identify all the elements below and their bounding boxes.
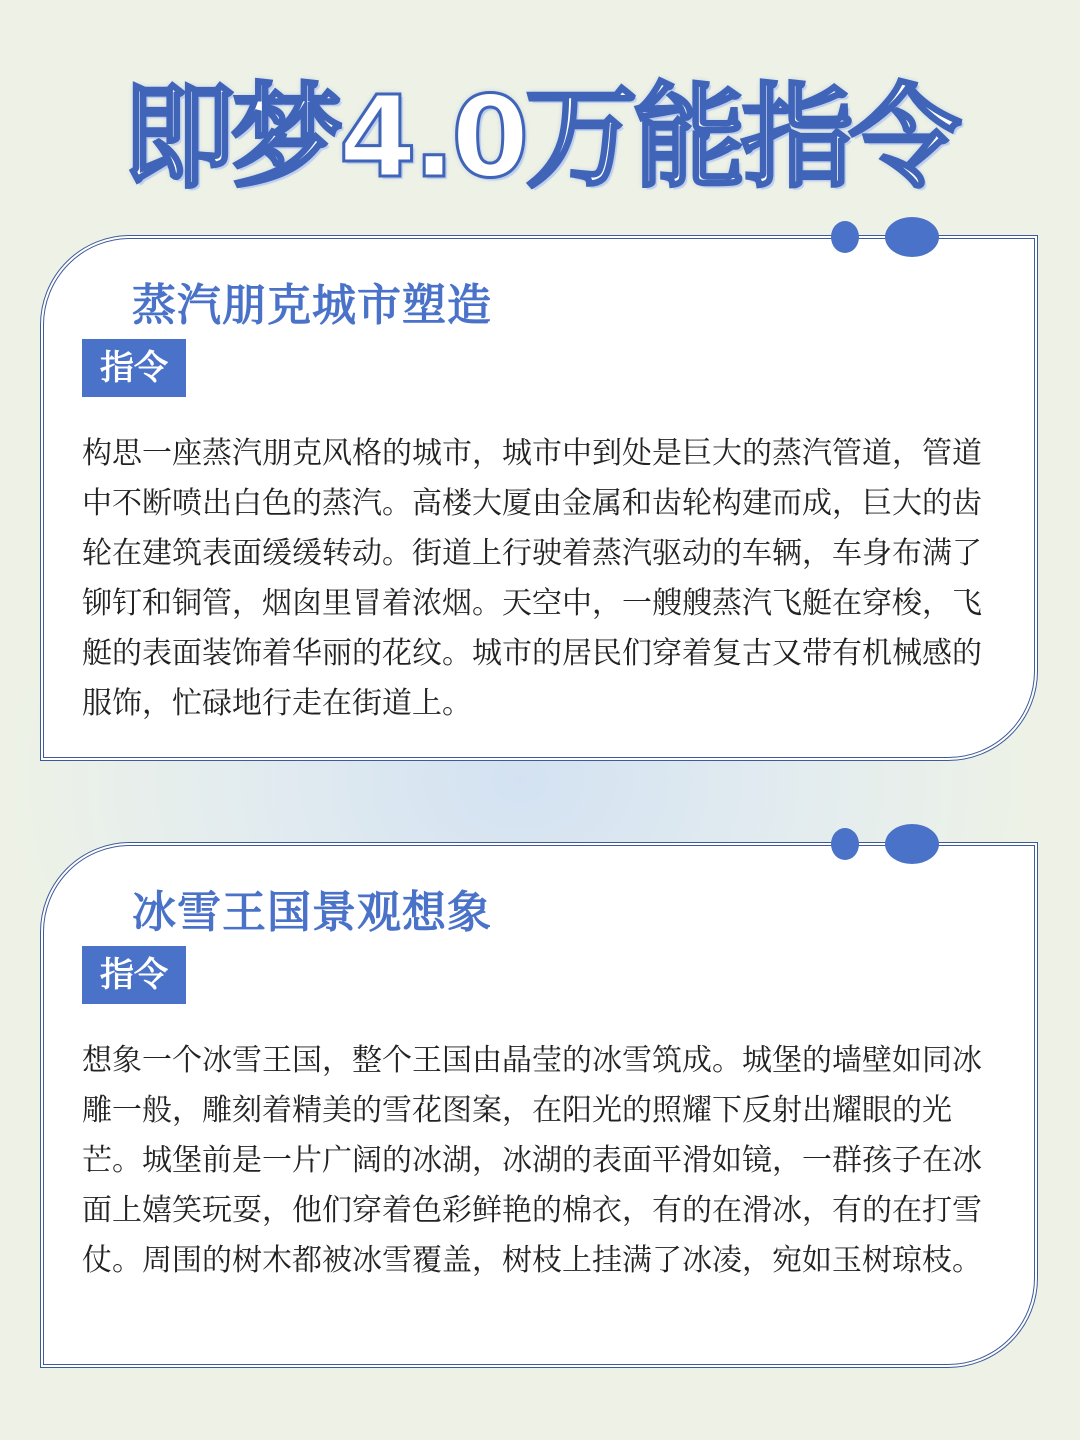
decorative-dot-small [831, 828, 859, 860]
prompt-text: 想象一个冰雪王国，整个王国由晶莹的冰雪筑成。城堡的墙壁如同冰雕一般，雕刻着精美的雪花图案，在阳光的照耀下反射出耀眼的光芒。城堡前是一片广阔的冰湖，冰湖的表面平滑如镜，一群孩子在冰面上嬉笑玩耍，他们穿着色彩鲜艳的棉衣，有的在滑冰，有的在打雪仗。周围的树木都被冰雪覆盖，树枝上挂满了冰凌，宛如玉树琼枝。 [82, 1043, 982, 1278]
decorative-dot-large [885, 217, 939, 257]
prompt-card-ice-kingdom [40, 842, 1038, 1368]
prompt-badge: 指令 [82, 339, 186, 397]
prompt-card-steampunk [40, 235, 1038, 761]
decorative-dot-large [885, 824, 939, 864]
page-title: 即梦4.0万能指令 [122, 73, 958, 203]
decorative-dot-small [831, 221, 859, 253]
card-heading: 蒸汽朋克城市塑造 [132, 280, 492, 331]
prompt-text: 构思一座蒸汽朋克风格的城市，城市中到处是巨大的蒸汽管道，管道中不断喷出白色的蒸汽。高楼大厦由金属和齿轮构建而成，巨大的齿轮在建筑表面缓缓转动。街道上行驶着蒸汽驱动的车辆，车身布满了铆钉和铜管，烟囱里冒着浓烟。天空中，一艘艘蒸汽飞艇在穿梭，飞艇的表面装饰着华丽的花纹。城市的居民们穿着复古又带有机械感的服饰，忙碌地行走在街道上。 [82, 436, 982, 721]
prompt-badge: 指令 [82, 946, 186, 1004]
card-heading: 冰雪王国景观想象 [132, 887, 492, 938]
